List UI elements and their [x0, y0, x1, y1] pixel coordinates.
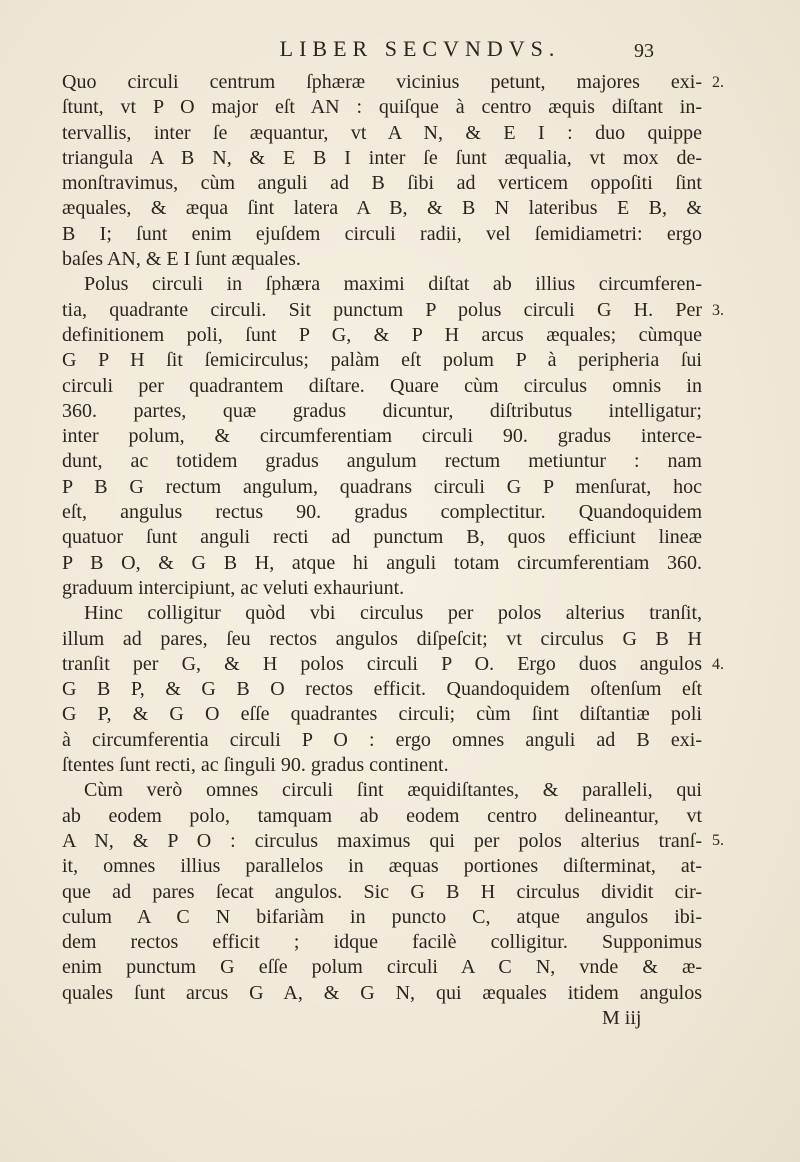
text-line: P B O, & G B H, atque hi anguli totam circumferentiam 360. [62, 551, 702, 574]
text-line: 360. partes, quæ gradus dicuntur, diſtributus intelligatur; [62, 399, 702, 422]
text-line: P B G rectum angulum, quadrans circuli G P menſurat, hoc [62, 475, 702, 498]
body-text [62, 70, 702, 1031]
text-line: eſt, angulus rectus 90. gradus complectitur. Quandoquidem [62, 501, 702, 524]
margin-note: 3. [712, 302, 724, 319]
text-line: dem rectos efficit ; idque facilè colligitur. Supponimus [62, 931, 702, 954]
text-line: tervallis, inter ſe æquantur, vt A N, & E I : duo quippe [62, 121, 702, 144]
text-line: Quo circuli centrum ſphæræ vicinius petunt, majores exi- [62, 71, 702, 93]
text-line: dunt, ac totidem gradus angulum rectum metiuntur : nam [62, 450, 702, 473]
text-line: it, omnes illius parallelos in æquas portiones diſterminat, at- [62, 855, 702, 878]
text-line: G P, & G O eſſe quadrantes circuli; cùm ſint diſtantiæ poli [62, 703, 702, 726]
text-line: definitionem poli, ſunt P G, & P H arcus æquales; cùmque [62, 323, 702, 346]
text-line: graduum intercipiunt, ac veluti exhauriunt. [62, 576, 405, 599]
text-line: culum A C N bifariàm in puncto C, atque angulos ibi- [62, 905, 702, 928]
catchword: M iij [602, 1006, 642, 1029]
text-line: ſtunt, vt P O major eſt AN : quiſque à centro æquis diſtant in- [62, 96, 702, 119]
text-line: Cùm verò omnes circuli ſint æquidiſtantes, & paralleli, qui [84, 779, 702, 802]
text-line: baſes AN, & E I ſunt æquales. [62, 248, 301, 271]
text-line: circuli per quadrantem diſtare. Quare cùm circulus omnis in [62, 374, 702, 397]
text-line: monſtravimus, cùm anguli ad B ſibi ad verticem oppoſiti ſint [62, 172, 702, 195]
text-line: G B P, & G B O rectos efficit. Quandoquidem oſtenſum eſt [62, 678, 702, 701]
text-line: quales ſunt arcus G A, & G N, qui æquales itidem angulos [62, 981, 702, 1004]
text-line: à circumferentia circuli P O : ergo omnes anguli ad B exi- [62, 728, 702, 751]
running-head: LIBER SECVNDVS. [279, 36, 561, 61]
text-line: que ad pares ſecat angulos. Sic G B H circulus dividit cir- [62, 880, 702, 903]
margin-note: 2. [712, 74, 724, 91]
text-line: tia, quadrante circuli. Sit punctum P polus circuli G H. Per [62, 298, 702, 321]
text-line: B I; ſunt enim ejuſdem circuli radii, vel ſemidiametri: ergo [62, 222, 702, 245]
text-line: illum ad pares, ſeu rectos angulos diſpeſcit; vt circulus G B H [62, 627, 702, 650]
text-line: enim punctum G eſſe polum circuli A C N, vnde & æ- [62, 956, 702, 979]
text-line: tranſit per G, & H polos circuli P O. Ergo duos angulos [62, 652, 702, 675]
page-number: 93 [634, 40, 654, 62]
text-line: ſtentes ſunt recti, ac ſinguli 90. gradus continent. [62, 754, 449, 777]
text-line: æquales, & æqua ſint latera A B, & B N lateribus E B, & [62, 197, 702, 220]
margin-note: 4. [712, 656, 724, 673]
text-line: Hinc colligitur quòd vbi circulus per polos alterius tranſit, [84, 602, 702, 625]
text-line: Polus circuli in ſphæra maximi diſtat ab illius circumferen- [84, 273, 702, 296]
text-line: triangula A B N, & E B I inter ſe ſunt æqualia, vt mox de- [62, 146, 702, 169]
text-line: quatuor ſunt anguli recti ad punctum B, quos efficiunt lineæ [62, 526, 702, 549]
margin-note: 5. [712, 832, 724, 849]
text-line: ab eodem polo, tamquam ab eodem centro delineantur, vt [62, 804, 702, 827]
text-line: inter polum, & circumferentiam circuli 90. gradus interce- [62, 425, 702, 448]
text-line: G P H ſit ſemicirculus; palàm eſt polum P à peripheria ſui [62, 349, 702, 372]
text-line: A N, & P O : circulus maximus qui per polos alterius tranſ- [62, 829, 702, 852]
